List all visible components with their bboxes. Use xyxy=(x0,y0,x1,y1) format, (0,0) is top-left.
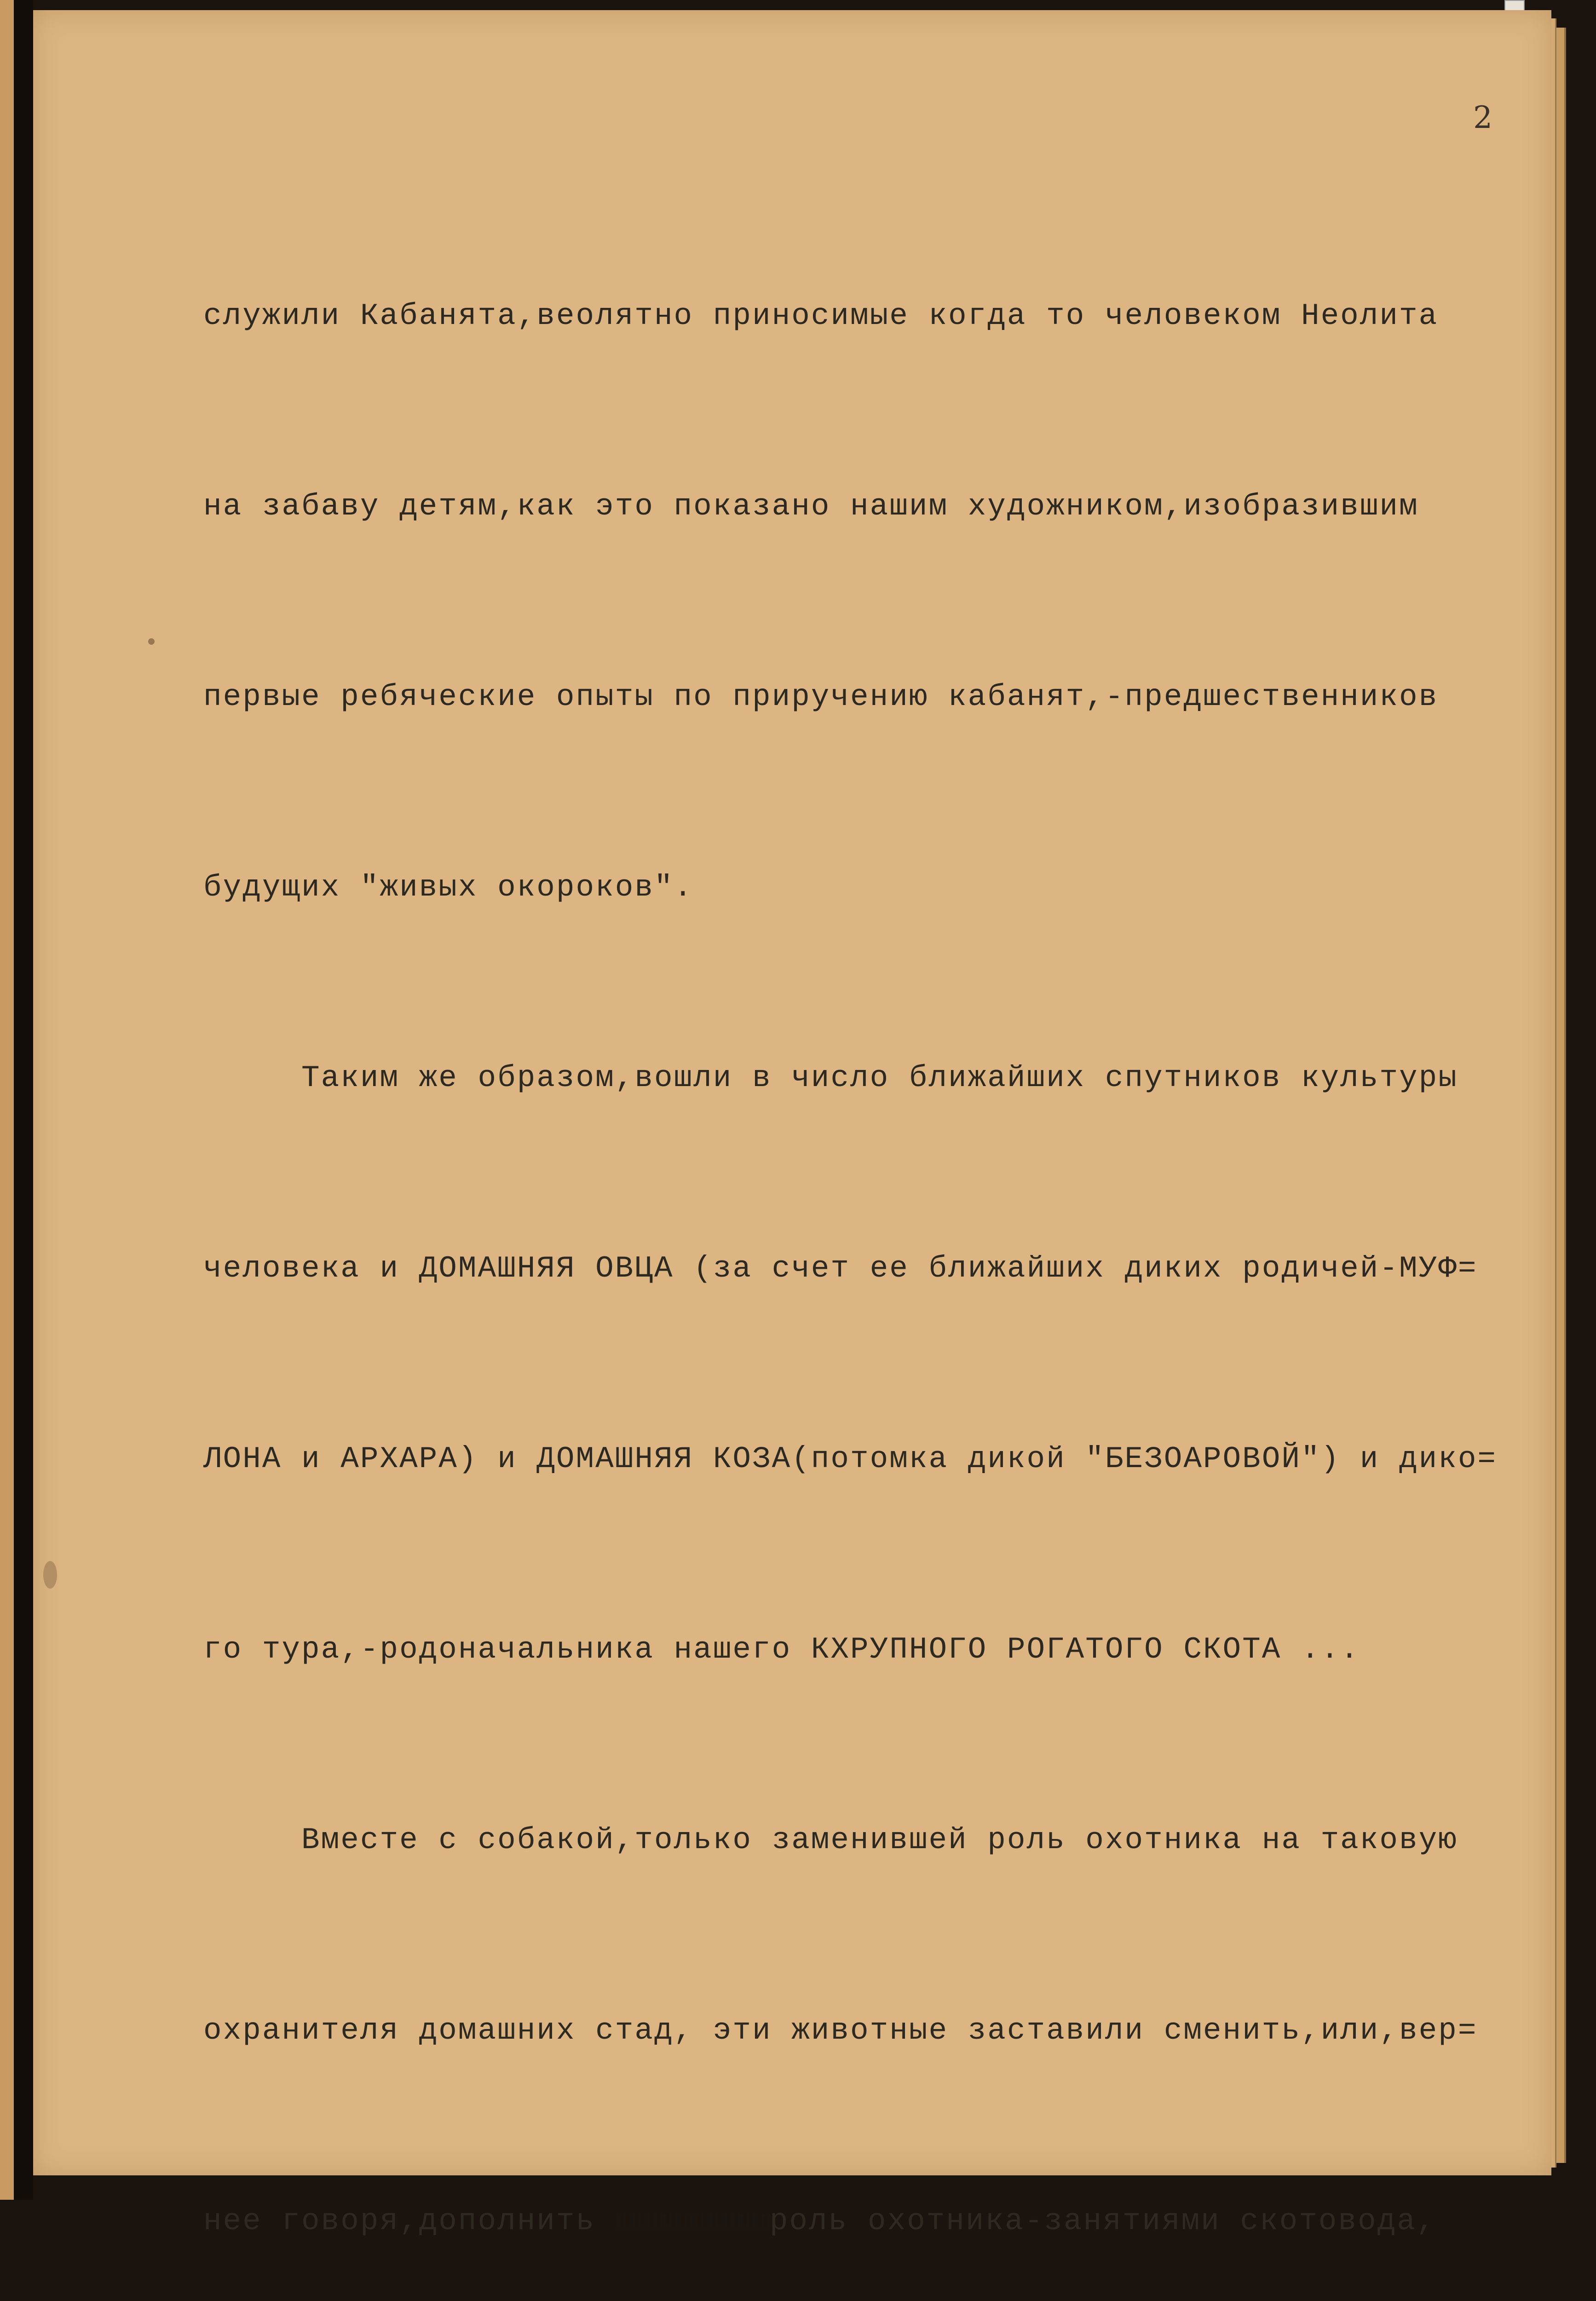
overtyped-word: шшшшшшшшшш xyxy=(615,2204,770,2238)
text-line: человека и ДОМАШНЯЯ ОВЦА (за счет ее ближайших диких родичей-МУФ= xyxy=(203,1251,1478,1286)
page-body xyxy=(203,157,1561,2301)
ink-spot xyxy=(148,638,155,645)
typewritten-page xyxy=(33,10,1551,2238)
text-line: первые ребяческие опыты по приручению кабанят,-предшественников xyxy=(203,680,1439,714)
text-line: служили Кабанята,веолятно приносимые когда то человеком Неолита xyxy=(203,299,1439,333)
binding-gap xyxy=(14,0,33,2200)
text-fragment: нее говоря,дополнить xyxy=(203,2204,596,2238)
text-line-with-overtype xyxy=(203,2190,1561,2253)
text-line: охранителя домашних стад, эти животные заставили сменить,или,вер= xyxy=(203,2013,1478,2048)
text-line: го тура,-родоначальника нашего КХРУПНОГО РОГАТОГО СКОТА ... xyxy=(203,1632,1360,1667)
text-line: на забаву детям,как это показано нашим художником,изобразившим xyxy=(203,489,1419,524)
previous-page-edge xyxy=(0,0,14,2200)
text-line: будущих "живых окороков". xyxy=(203,870,694,905)
page-number: 2 xyxy=(1473,100,1492,135)
ink-spot xyxy=(43,1561,57,1589)
text-line: Таким же образом,вошли в число ближайших спутников культуры xyxy=(203,1061,1458,1095)
text-fragment: роль охотника-занятиями скотовода, xyxy=(769,2204,1436,2238)
text-line: ЛОНА и АРХАРА) и ДОМАШНЯЯ КОЗА(потомка дикой "БЕЗОАРОВОЙ") и дико= xyxy=(203,1442,1498,1476)
text-line: Вместе с собакой,только заменившей роль охотника на таковую xyxy=(203,1823,1458,1857)
